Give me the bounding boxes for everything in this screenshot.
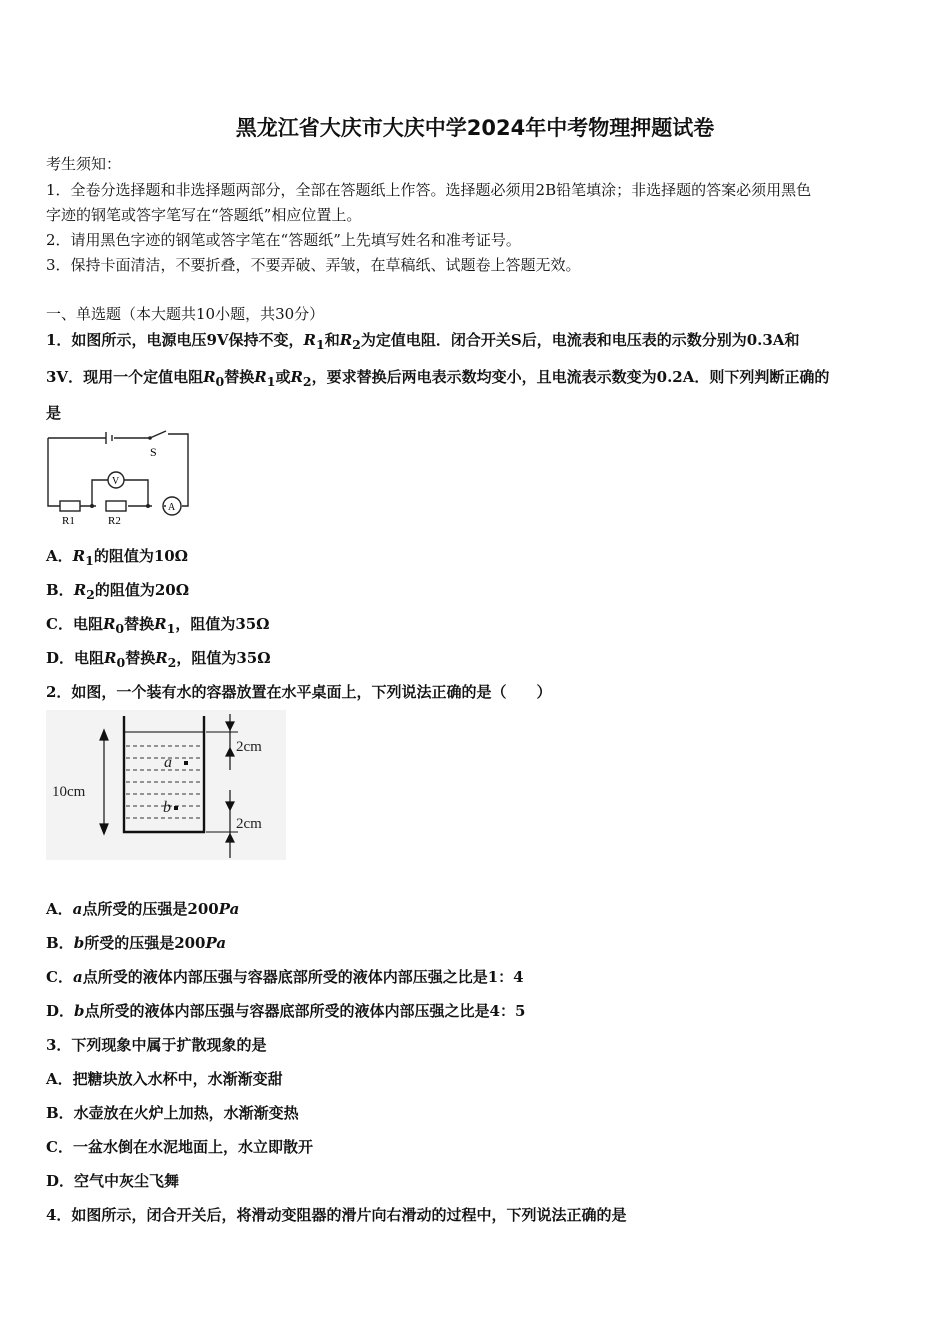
q2-option-b[interactable]: B．b所受的压强是200Pa <box>46 934 227 952</box>
q3-option-d[interactable]: D．空气中灰尘飞舞 <box>46 1172 180 1190</box>
section-heading: 一、单选题（本大题共10小题，共30分） <box>46 305 325 323</box>
q2-stem: 2．如图，一个装有水的容器放置在水平桌面上，下列说法正确的是（ ） <box>46 683 552 701</box>
q1-line-2: 3V．现用一个定值电阻$R_0$替换$R_1$或$R_2$，要求替换后两电表示数均变小，且电流表示数变为0.2A．则下列判断正确的 <box>46 368 830 389</box>
notice-item-1b: 字迹的钢笔或答字笔写在“答题纸”相应位置上。 <box>46 206 362 224</box>
notice-item-2: 2．请用黑色字迹的钢笔或答字笔在“答题纸”上先填写姓名和准考证号。 <box>46 231 521 249</box>
q2-container-figure <box>46 710 286 860</box>
q2-option-a[interactable]: A．a点所受的压强是200Pa <box>46 900 240 918</box>
q3-stem: 3．下列现象中属于扩散现象的是 <box>46 1036 267 1054</box>
q1-circuit-figure <box>44 428 194 528</box>
q2-option-d[interactable]: D．b点所受的液体内部压强与容器底部所受的液体内部压强之比是4：5 <box>46 1002 526 1020</box>
height-label: 10cm <box>52 784 86 800</box>
notice-item-1a: 1．全卷分选择题和非选择题两部分，全部在答题纸上作答。选择题必须用2B铅笔填涂；非选择题的答案必须用黑色 <box>46 181 812 199</box>
q1-line-3: 是 <box>46 404 62 422</box>
r1-label: R1 <box>62 515 75 527</box>
voltmeter-label: V <box>112 476 120 487</box>
r2-label: R2 <box>108 515 121 527</box>
q3-option-c[interactable]: C．一盆水倒在水泥地面上，水立即散开 <box>46 1138 313 1156</box>
notice-item-3: 3．保持卡面清洁，不要折叠，不要弄破、弄皱，在草稿纸、试题卷上答题无效。 <box>46 256 581 274</box>
q1-option-c[interactable]: C．电阻$R_0$替换$R_1$，阻值为35Ω <box>46 615 270 636</box>
q1-line-1: 1．如图所示，电源电压9V保持不变，$R_1$和$R_2$为定值电阻．闭合开关S后，电流表和电压表的示数分别为0.3A和 <box>46 331 800 352</box>
page-title: 黑龙江省大庆市大庆中学2024年中考物理押题试卷 <box>235 116 715 140</box>
point-a-label: a <box>164 754 172 771</box>
q1-option-b[interactable]: B．$R_2$的阻值为20Ω <box>46 581 190 602</box>
ammeter-label: A <box>168 502 176 513</box>
q2-option-c[interactable]: C．a点所受的液体内部压强与容器底部所受的液体内部压强之比是1：4 <box>46 968 524 986</box>
bottom-gap-label: 2cm <box>236 816 262 832</box>
q3-option-b[interactable]: B．水壶放在火炉上加热，水渐渐变热 <box>46 1104 299 1122</box>
q1-option-d[interactable]: D．电阻$R_0$替换$R_2$，阻值为35Ω <box>46 649 271 670</box>
point-b-label: b <box>163 799 171 816</box>
switch-label: S <box>150 445 157 459</box>
q3-option-a[interactable]: A．把糖块放入水杯中，水渐渐变甜 <box>46 1070 283 1088</box>
q4-stem: 4．如图所示，闭合开关后，将滑动变阻器的滑片向右滑动的过程中，下列说法正确的是 <box>46 1206 627 1224</box>
top-depth-label: 2cm <box>236 739 262 755</box>
notice-heading: 考生须知： <box>46 155 122 173</box>
q1-option-a[interactable]: A．$R_1$的阻值为10Ω <box>46 547 189 568</box>
